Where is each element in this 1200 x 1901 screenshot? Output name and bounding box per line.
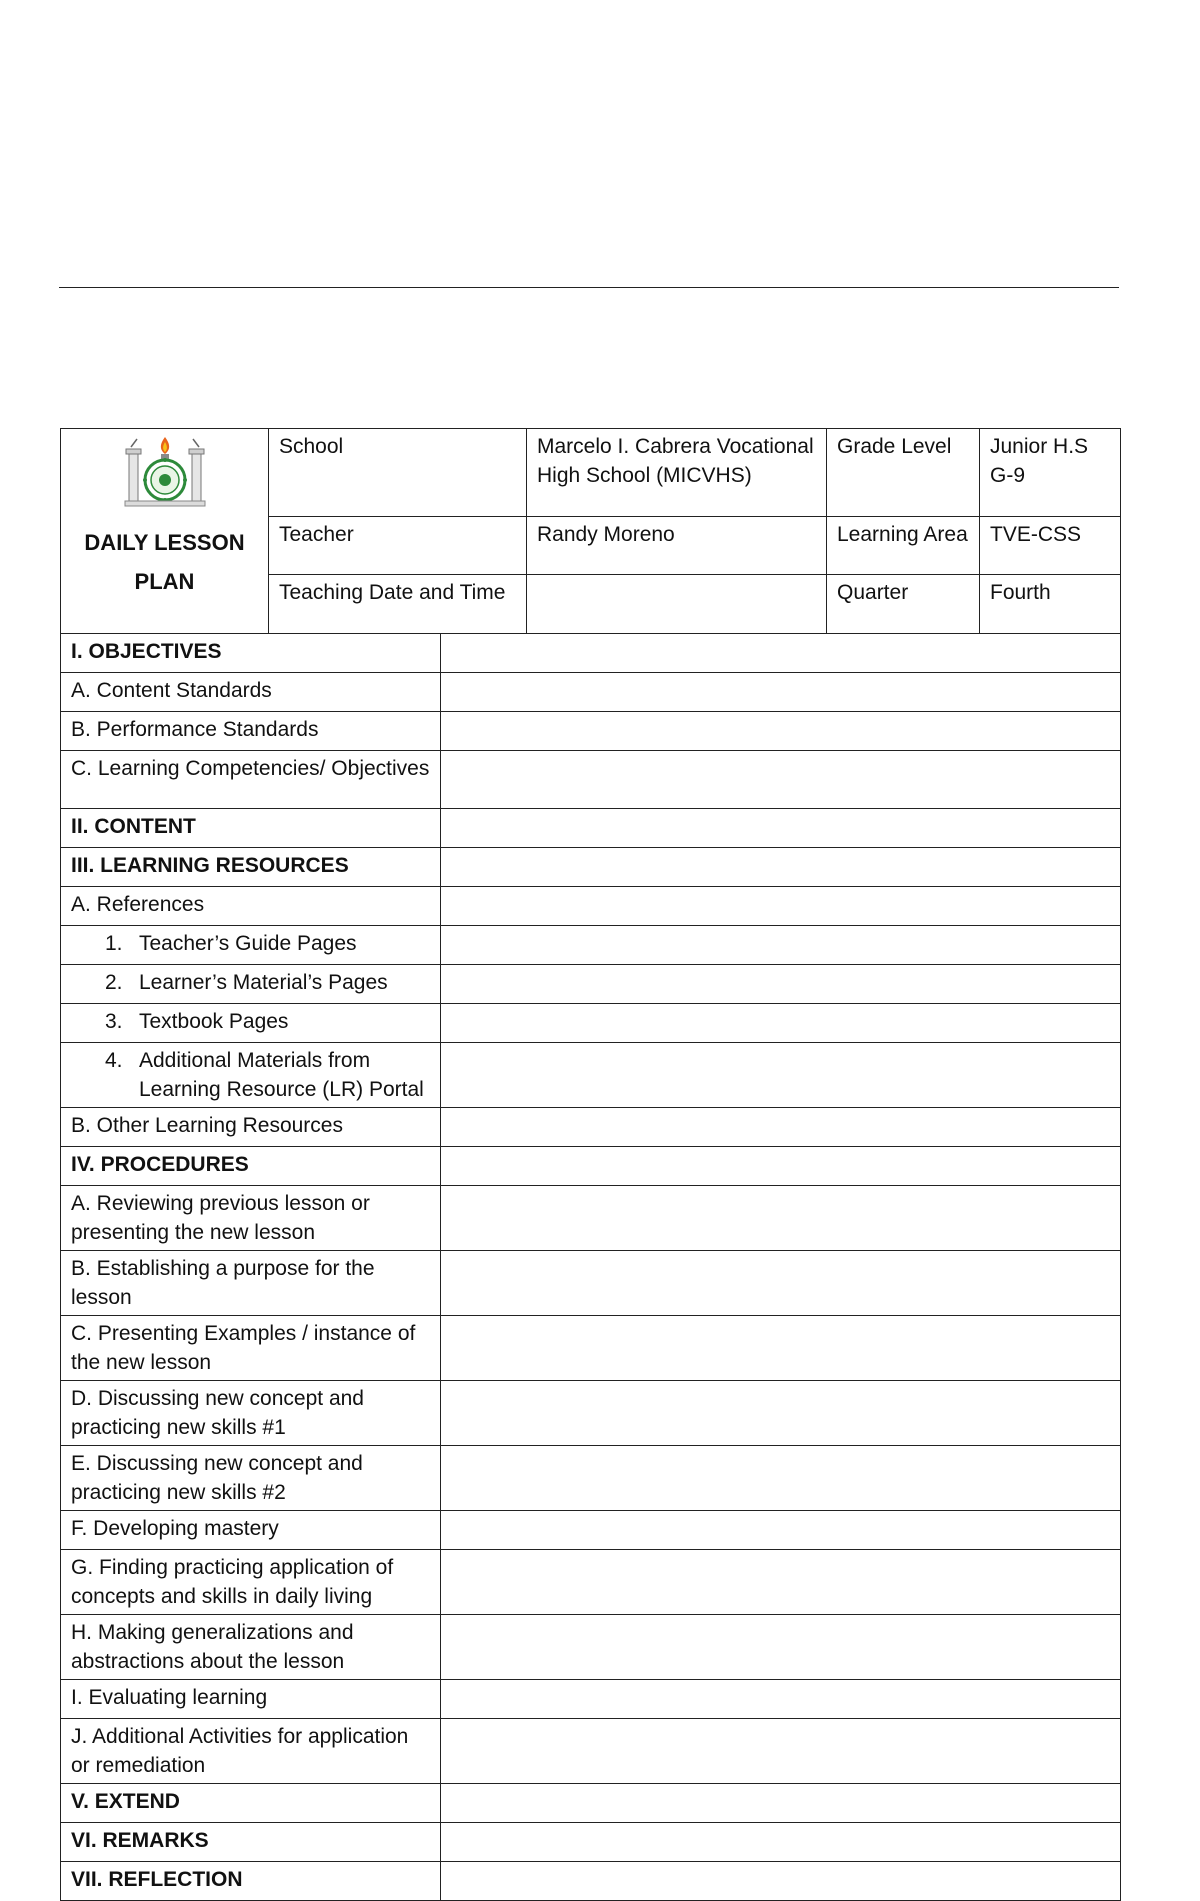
row-other-learning-resources-entry [441, 1108, 1121, 1147]
row-teachers-guide-pages-entry [441, 926, 1121, 965]
row-reviewing-previous-lesson: A. Reviewing previous lesson or presenting the new lesson [61, 1186, 441, 1251]
list-number: 4. [105, 1049, 123, 1072]
title-cell [61, 429, 269, 634]
school-label: School [269, 429, 527, 517]
row-discussing-concept-2: E. Discussing new concept and practicing new skills #2 [61, 1446, 441, 1511]
row-reviewing-previous-lesson-entry [441, 1186, 1121, 1251]
row-making-generalizations: H. Making generalizations and abstractions about the lesson [61, 1615, 441, 1680]
row-developing-mastery-entry [441, 1511, 1121, 1550]
section-learning-resources: III. LEARNING RESOURCES [61, 848, 441, 887]
list-item-label: Teacher’s Guide Pages [139, 932, 357, 955]
row-establishing-purpose: B. Establishing a purpose for the lesson [61, 1251, 441, 1316]
row-discussing-concept-1-entry [441, 1381, 1121, 1446]
list-number: 1. [105, 932, 123, 955]
row-evaluating-learning-entry [441, 1680, 1121, 1719]
school-seal-icon [123, 435, 207, 509]
row-making-generalizations-entry [441, 1615, 1121, 1680]
row-presenting-examples-entry [441, 1316, 1121, 1381]
section-procedures-entry [441, 1147, 1121, 1186]
row-learners-material-pages [61, 965, 441, 1004]
row-additional-activities-entry [441, 1719, 1121, 1784]
section-learning-resources-entry [441, 848, 1121, 887]
section-reflection-entry [441, 1862, 1121, 1901]
list-item-label: Additional Materials from Learning Resource (LR) Portal [139, 1049, 424, 1101]
page-title: DAILY LESSON PLAN [84, 530, 245, 594]
row-learners-material-pages-entry [441, 965, 1121, 1004]
list-item-label: Textbook Pages [139, 1010, 289, 1033]
row-performance-standards-entry [441, 712, 1121, 751]
row-learning-competencies: C. Learning Competencies/ Objectives [61, 751, 441, 809]
row-additional-materials [61, 1043, 441, 1108]
row-content-standards-entry [441, 673, 1121, 712]
school-value: Marcelo I. Cabrera Vocational High School (MICVHS) [527, 429, 827, 517]
section-extend: V. EXTEND [61, 1784, 441, 1823]
row-discussing-concept-1: D. Discussing new concept and practicing new skills #1 [61, 1381, 441, 1446]
grade-level-label: Grade Level [827, 429, 980, 517]
row-additional-activities: J. Additional Activities for application or remediation [61, 1719, 441, 1784]
section-reflection: VII. REFLECTION [61, 1862, 441, 1901]
lesson-plan-body-table [60, 633, 1121, 1901]
row-finding-practicing-application-entry [441, 1550, 1121, 1615]
row-developing-mastery: F. Developing mastery [61, 1511, 441, 1550]
row-presenting-examples: C. Presenting Examples / instance of the new lesson [61, 1316, 441, 1381]
row-textbook-pages-entry [441, 1004, 1121, 1043]
row-references: A. References [61, 887, 441, 926]
list-item-label: Learner’s Material’s Pages [139, 971, 388, 994]
learning-area-label: Learning Area [827, 517, 980, 575]
lesson-plan-header-table [60, 428, 1121, 634]
section-remarks-entry [441, 1823, 1121, 1862]
teaching-date-label: Teaching Date and Time [269, 575, 527, 634]
row-establishing-purpose-entry [441, 1251, 1121, 1316]
row-evaluating-learning: I. Evaluating learning [61, 1680, 441, 1719]
learning-area-value: TVE-CSS [980, 517, 1121, 575]
row-discussing-concept-2-entry [441, 1446, 1121, 1511]
row-teachers-guide-pages [61, 926, 441, 965]
list-number: 3. [105, 1010, 123, 1033]
list-number: 2. [105, 971, 123, 994]
row-content-standards: A. Content Standards [61, 673, 441, 712]
row-references-entry [441, 887, 1121, 926]
quarter-value: Fourth [980, 575, 1121, 634]
row-other-learning-resources: B. Other Learning Resources [61, 1108, 441, 1147]
section-content-entry [441, 809, 1121, 848]
quarter-label: Quarter [827, 575, 980, 634]
section-content: II. CONTENT [61, 809, 441, 848]
section-objectives: I. OBJECTIVES [61, 634, 441, 673]
grade-level-value: Junior H.S G-9 [980, 429, 1121, 517]
teacher-value: Randy Moreno [527, 517, 827, 575]
section-objectives-entry [441, 634, 1121, 673]
header-divider-line [59, 287, 1119, 288]
section-extend-entry [441, 1784, 1121, 1823]
section-procedures: IV. PROCEDURES [61, 1147, 441, 1186]
teaching-date-value [527, 575, 827, 634]
section-remarks: VI. REMARKS [61, 1823, 441, 1862]
row-learning-competencies-entry [441, 751, 1121, 809]
row-performance-standards: B. Performance Standards [61, 712, 441, 751]
row-textbook-pages [61, 1004, 441, 1043]
row-finding-practicing-application: G. Finding practicing application of concepts and skills in daily living [61, 1550, 441, 1615]
teacher-label: Teacher [269, 517, 527, 575]
row-additional-materials-entry [441, 1043, 1121, 1108]
